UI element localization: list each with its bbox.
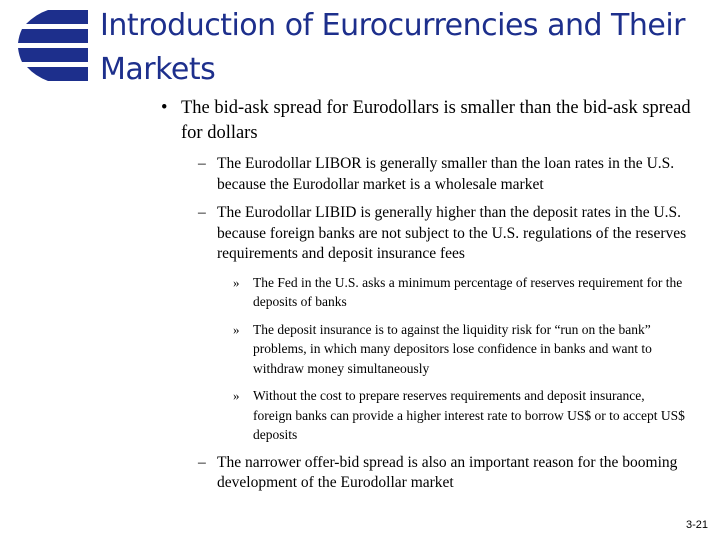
main-bullet-text: The bid-ask spread for Eurodollars is smaller than the bid-ask spread for dollars bbox=[181, 98, 691, 143]
detail-point bbox=[233, 273, 685, 312]
detail-point bbox=[233, 320, 685, 379]
sub-point bbox=[198, 453, 709, 494]
logo-icon bbox=[18, 10, 88, 86]
page-number: 3-21 bbox=[685, 519, 708, 531]
detail-point-text: The Fed in the U.S. asks a minimum percentage of reserves requirement for the deposits of banks bbox=[253, 274, 683, 309]
detail-point-text: Without the cost to prepare reserves requirements and deposit insurance, foreign banks can provide a higher interest rate to borrow US$ or to accept US$ deposits bbox=[253, 388, 685, 442]
bullet-marker: • bbox=[161, 98, 168, 118]
slide-title: Introduction of Eurocurrencies and Their Markets bbox=[100, 8, 686, 87]
detail-marker: » bbox=[233, 274, 240, 290]
sub-point-text: The narrower offer-bid spread is also an important reason for the booming development of the Eurodollar market bbox=[217, 453, 678, 491]
detail-marker: » bbox=[233, 388, 240, 403]
main-bullet bbox=[161, 96, 701, 146]
detail-point bbox=[233, 386, 685, 445]
dash-marker: – bbox=[198, 155, 206, 172]
slide-content bbox=[0, 96, 720, 494]
dash-marker: – bbox=[198, 204, 206, 221]
detail-marker: » bbox=[233, 321, 240, 337]
detail-point-text: The deposit insurance is to against the liquidity risk for “run on the bank” problems, in which many depositors lose confidence in banks and want to withdraw money simultaneously bbox=[253, 321, 652, 376]
sub-point bbox=[198, 203, 709, 265]
dash-marker: – bbox=[198, 453, 206, 471]
sub-point-text: The Eurodollar LIBID is generally higher than the deposit rates in the U.S. because foreign banks are not subject to the U.S. regulations of the reserves requirements and deposit insurance fees bbox=[217, 204, 687, 262]
sub-point-text: The Eurodollar LIBOR is generally smaller than the loan rates in the U.S. because the Eurodollar market is a wholesale market bbox=[217, 155, 675, 193]
sub-point bbox=[198, 154, 709, 195]
